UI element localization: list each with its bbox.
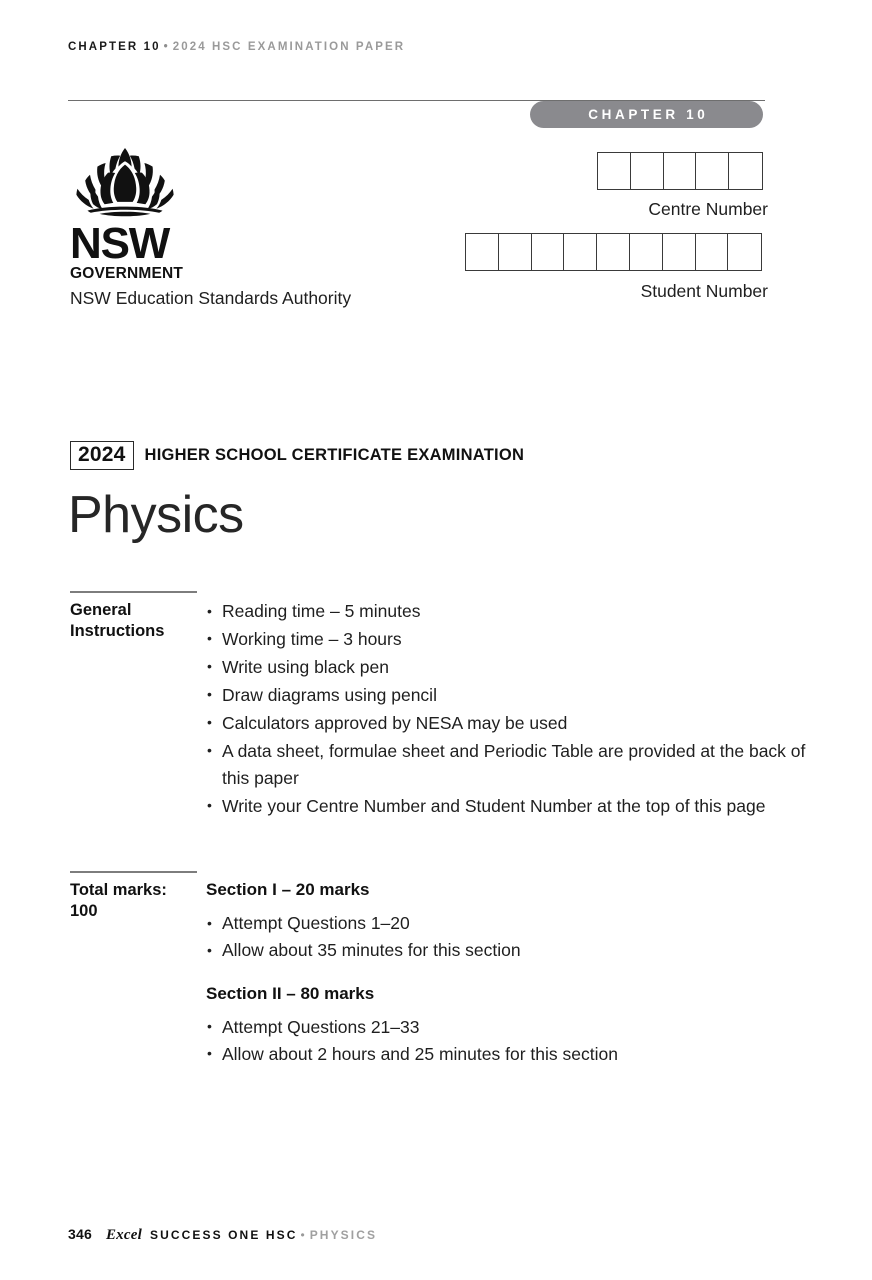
logo-government-text: GOVERNMENT (70, 265, 184, 282)
list-item: • Draw diagrams using pencil (206, 682, 806, 709)
general-instructions-label (70, 600, 205, 642)
student-number-cell[interactable] (498, 233, 532, 271)
footer-series: SUCCESS ONE HSC (149, 1228, 298, 1242)
logo-nsw-text: NSW (70, 219, 170, 268)
student-number-cell[interactable] (531, 233, 565, 271)
section-bullets (206, 910, 806, 964)
footer-page-number: 346 (68, 1226, 92, 1242)
page-footer (68, 1226, 377, 1244)
waratah-icon (72, 146, 178, 222)
section-bullets (206, 1014, 806, 1068)
section-block (206, 878, 806, 964)
centre-number-cell[interactable] (630, 152, 664, 190)
general-instructions-label-line1: General (70, 601, 132, 619)
authority-name: NSW Education Standards Authority (70, 288, 352, 308)
student-number-label: Student Number (640, 281, 768, 301)
total-marks-sections (206, 878, 806, 1068)
list-item: • Attempt Questions 1–20 (206, 910, 806, 937)
student-number-cell[interactable] (695, 233, 729, 271)
student-number-cell[interactable] (727, 233, 761, 271)
running-header-chapter: CHAPTER 10 (68, 41, 161, 53)
page-title: Physics (68, 486, 244, 544)
running-header (68, 41, 405, 53)
footer-separator: • (300, 1228, 305, 1242)
footer-subject: PHYSICS (309, 1228, 378, 1242)
exam-year: 2024 (70, 441, 134, 470)
student-number-boxes[interactable] (465, 233, 762, 271)
centre-number-cell[interactable] (663, 152, 697, 190)
running-header-rest: 2024 HSC EXAMINATION PAPER (172, 41, 406, 53)
total-marks-label-line2: 100 (70, 902, 98, 920)
general-instructions-label-line2: Instructions (70, 622, 165, 640)
list-item: • A data sheet, formulae sheet and Periodic Table are provided at the back of this paper (206, 738, 806, 792)
centre-number-cell[interactable] (728, 152, 762, 190)
student-number-cell[interactable] (563, 233, 597, 271)
general-instructions-bullets (206, 598, 806, 820)
exam-heading (70, 441, 524, 470)
chapter-badge: CHAPTER 10 (530, 101, 763, 128)
exam-heading-text: HIGHER SCHOOL CERTIFICATE EXAMINATION (144, 445, 525, 464)
student-number-cell[interactable] (465, 233, 499, 271)
student-number-cell[interactable] (662, 233, 696, 271)
list-item: • Allow about 2 hours and 25 minutes for this section (206, 1041, 806, 1068)
list-item: • Working time – 3 hours (206, 626, 806, 653)
section-heading: Section II – 80 marks (206, 983, 375, 1003)
total-marks-divider (70, 871, 197, 873)
total-marks-label (70, 880, 205, 922)
student-number-cell[interactable] (596, 233, 630, 271)
list-item: • Calculators approved by NESA may be used (206, 710, 806, 737)
general-instructions-list (206, 598, 806, 821)
centre-number-cell[interactable] (695, 152, 729, 190)
student-number-cell[interactable] (629, 233, 663, 271)
total-marks-label-line1: Total marks: (70, 881, 167, 899)
general-instructions-divider (70, 591, 197, 593)
list-item: • Write your Centre Number and Student Number at the top of this page (206, 793, 806, 820)
list-item: • Write using black pen (206, 654, 806, 681)
nsw-government-logo (70, 146, 188, 283)
footer-brand: Excel (105, 1227, 142, 1243)
running-header-separator: • (163, 41, 170, 53)
centre-number-boxes[interactable] (597, 152, 763, 190)
centre-number-cell[interactable] (597, 152, 631, 190)
list-item: • Reading time – 5 minutes (206, 598, 806, 625)
section-heading: Section I – 20 marks (206, 880, 370, 899)
centre-number-label: Centre Number (648, 199, 768, 219)
list-item: • Attempt Questions 21–33 (206, 1014, 806, 1041)
section-block (206, 982, 806, 1068)
list-item: • Allow about 35 minutes for this section (206, 937, 806, 964)
